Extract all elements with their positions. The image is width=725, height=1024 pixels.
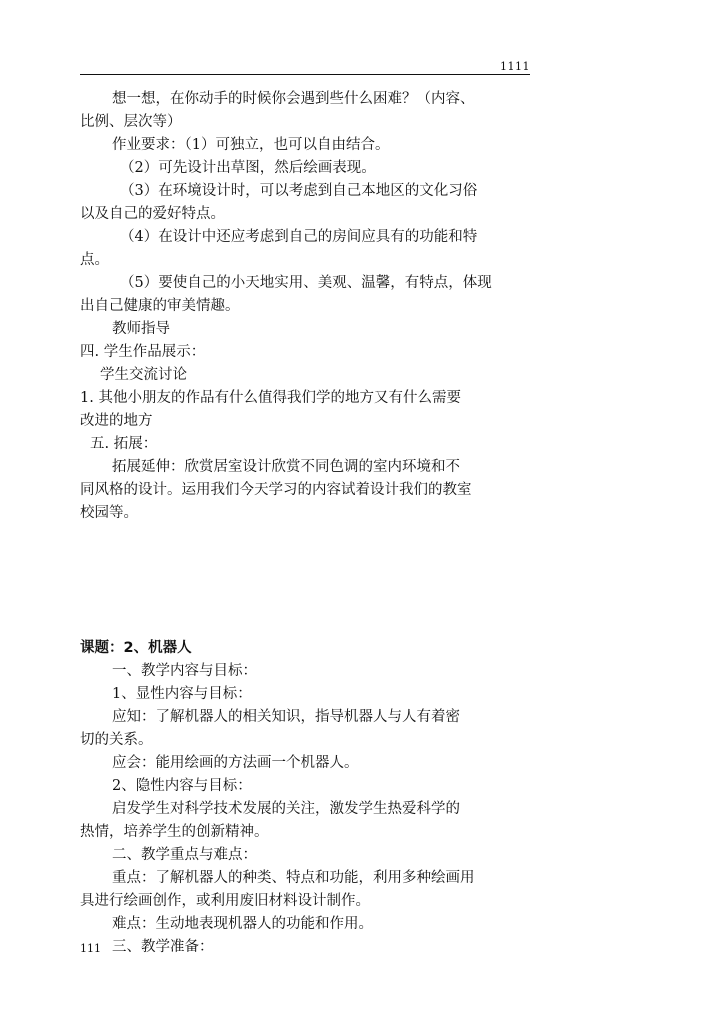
footer-page-number: 111 — [80, 942, 101, 955]
subsection-heading: 2、隐性内容与目标： — [112, 778, 252, 794]
paragraph-line: 难点：生动地表现机器人的功能和作用。 — [112, 916, 373, 932]
paragraph-line: （5）要使自己的小天地实用、美观、温馨，有特点，体现 — [120, 275, 492, 291]
paragraph-line: 作业要求：（1）可独立，也可以自由结合。 — [112, 137, 390, 153]
paragraph-line: 1. 其他小朋友的作品有什么值得我们学的地方又有什么需要 — [80, 390, 461, 406]
paragraph-line: （2）可先设计出草图，然后绘画表现。 — [120, 160, 376, 176]
section-heading: 一、教学内容与目标： — [112, 663, 257, 679]
paragraph-line: 应知：了解机器人的相关知识，指导机器人与人有着密 — [112, 709, 460, 725]
paragraph-line: 校园等。 — [80, 505, 138, 521]
lesson-title: 课题：2、机器人 — [80, 640, 192, 656]
blank-space — [80, 525, 532, 637]
paragraph-line: 应会：能用绘画的方法画一个机器人。 — [112, 755, 359, 771]
paragraph-line: 同风格的设计。运用我们今天学习的内容试着设计我们的教室 — [80, 482, 472, 498]
paragraph-line: 比例、层次等） — [80, 114, 182, 130]
section-heading: 五. 拓展： — [90, 436, 158, 452]
subsection-heading: 1、显性内容与目标： — [112, 686, 252, 702]
header-rule — [80, 74, 530, 75]
paragraph-line: 切的关系。 — [80, 732, 153, 748]
paragraph-line: （4）在设计中还应考虑到自己的房间应具有的功能和特 — [120, 229, 478, 245]
paragraph-line: 点。 — [80, 252, 109, 268]
paragraph-line: 重点：了解机器人的种类、特点和功能，利用多种绘画用 — [112, 870, 475, 886]
document-body — [80, 88, 532, 959]
paragraph-line: 拓展延伸：欣赏居室设计欣赏不同色调的室内环境和不 — [112, 459, 460, 475]
paragraph-line: 教师指导 — [112, 321, 170, 337]
paragraph-line: 改进的地方 — [80, 413, 153, 429]
paragraph-line: （3）在环境设计时，可以考虑到自己本地区的文化习俗 — [120, 183, 478, 199]
paragraph-line: 出自己健康的审美情趣。 — [80, 298, 240, 314]
paragraph-line: 以及自己的爱好特点。 — [80, 206, 225, 222]
section-heading: 二、教学重点与难点： — [112, 847, 257, 863]
paragraph-line: 想一想，在你动手的时候你会遇到些什么困难？（内容、 — [112, 91, 475, 107]
paragraph-line: 具进行绘画创作，或利用废旧材料设计制作。 — [80, 893, 370, 909]
section-heading: 三、教学准备： — [112, 939, 214, 955]
paragraph-line: 热情，培养学生的创新精神。 — [80, 824, 269, 840]
section-heading: 四. 学生作品展示： — [80, 344, 206, 360]
paragraph-line: 启发学生对科学技术发展的关注，激发学生热爱科学的 — [112, 801, 460, 817]
paragraph-line: 学生交流讨论 — [100, 367, 187, 383]
header-page-number: 1111 — [500, 60, 530, 73]
